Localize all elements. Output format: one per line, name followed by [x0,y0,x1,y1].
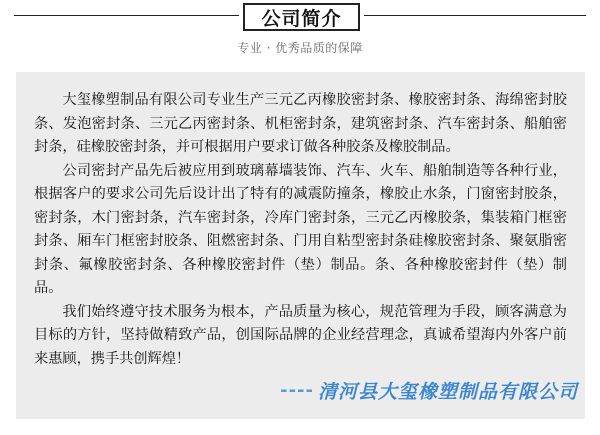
intro-paragraph-products: 大玺橡塑制品有限公司专业生产三元乙丙橡胶密封条、橡胶密封条、海绵密封胶条、发泡密封条、三元乙丙密封条、机柜密封条，建筑密封条、汽车密封条、船舶密封条，硅橡胶密封条，并可根据用户要求订做各种胶条及橡胶制品。 [34,92,567,155]
header [0,0,600,70]
signature-dashes: ---- [280,379,314,401]
intro-paragraph-applications: 公司密封产品先后被应用到玻璃幕墙装饰、汽车、火车、船舶制造等各种行业，根据客户的要求公司先后设计出了特有的减震防撞条，橡胶止水条，门窗密封胶条，密封条，木门密封条，汽车密封条，冷库门密封条，三元乙丙橡胶条，集装箱门框密封条、厢车门框密封胶条、阻燃密封条、门用自粘型密封条硅橡胶密封条、聚氨脂密封条、氟橡胶密封条、各种橡胶密封件（垫）制品。条、各种橡胶密封件（垫）制品。 [34,162,567,296]
header-divider-right [364,15,586,16]
page-subtitle: 专业 · 优秀品质的保障 [237,41,363,55]
company-signature [258,375,578,405]
page-title: 公司简介 [243,3,360,31]
header-divider-left [14,15,239,16]
company-introduction [34,89,567,371]
intro-paragraph-philosophy: 我们始终遵守技术服务为根本，产品质量为核心，规范管理为手段，顾客满意为目标的方针，坚持做精致产品，创国际品牌的企业经营理念，真诚希望海内外客户前来惠顾，携手共创辉煌！ [34,303,567,367]
company-name: 清河县大玺橡塑制品有限公司 [317,380,578,403]
